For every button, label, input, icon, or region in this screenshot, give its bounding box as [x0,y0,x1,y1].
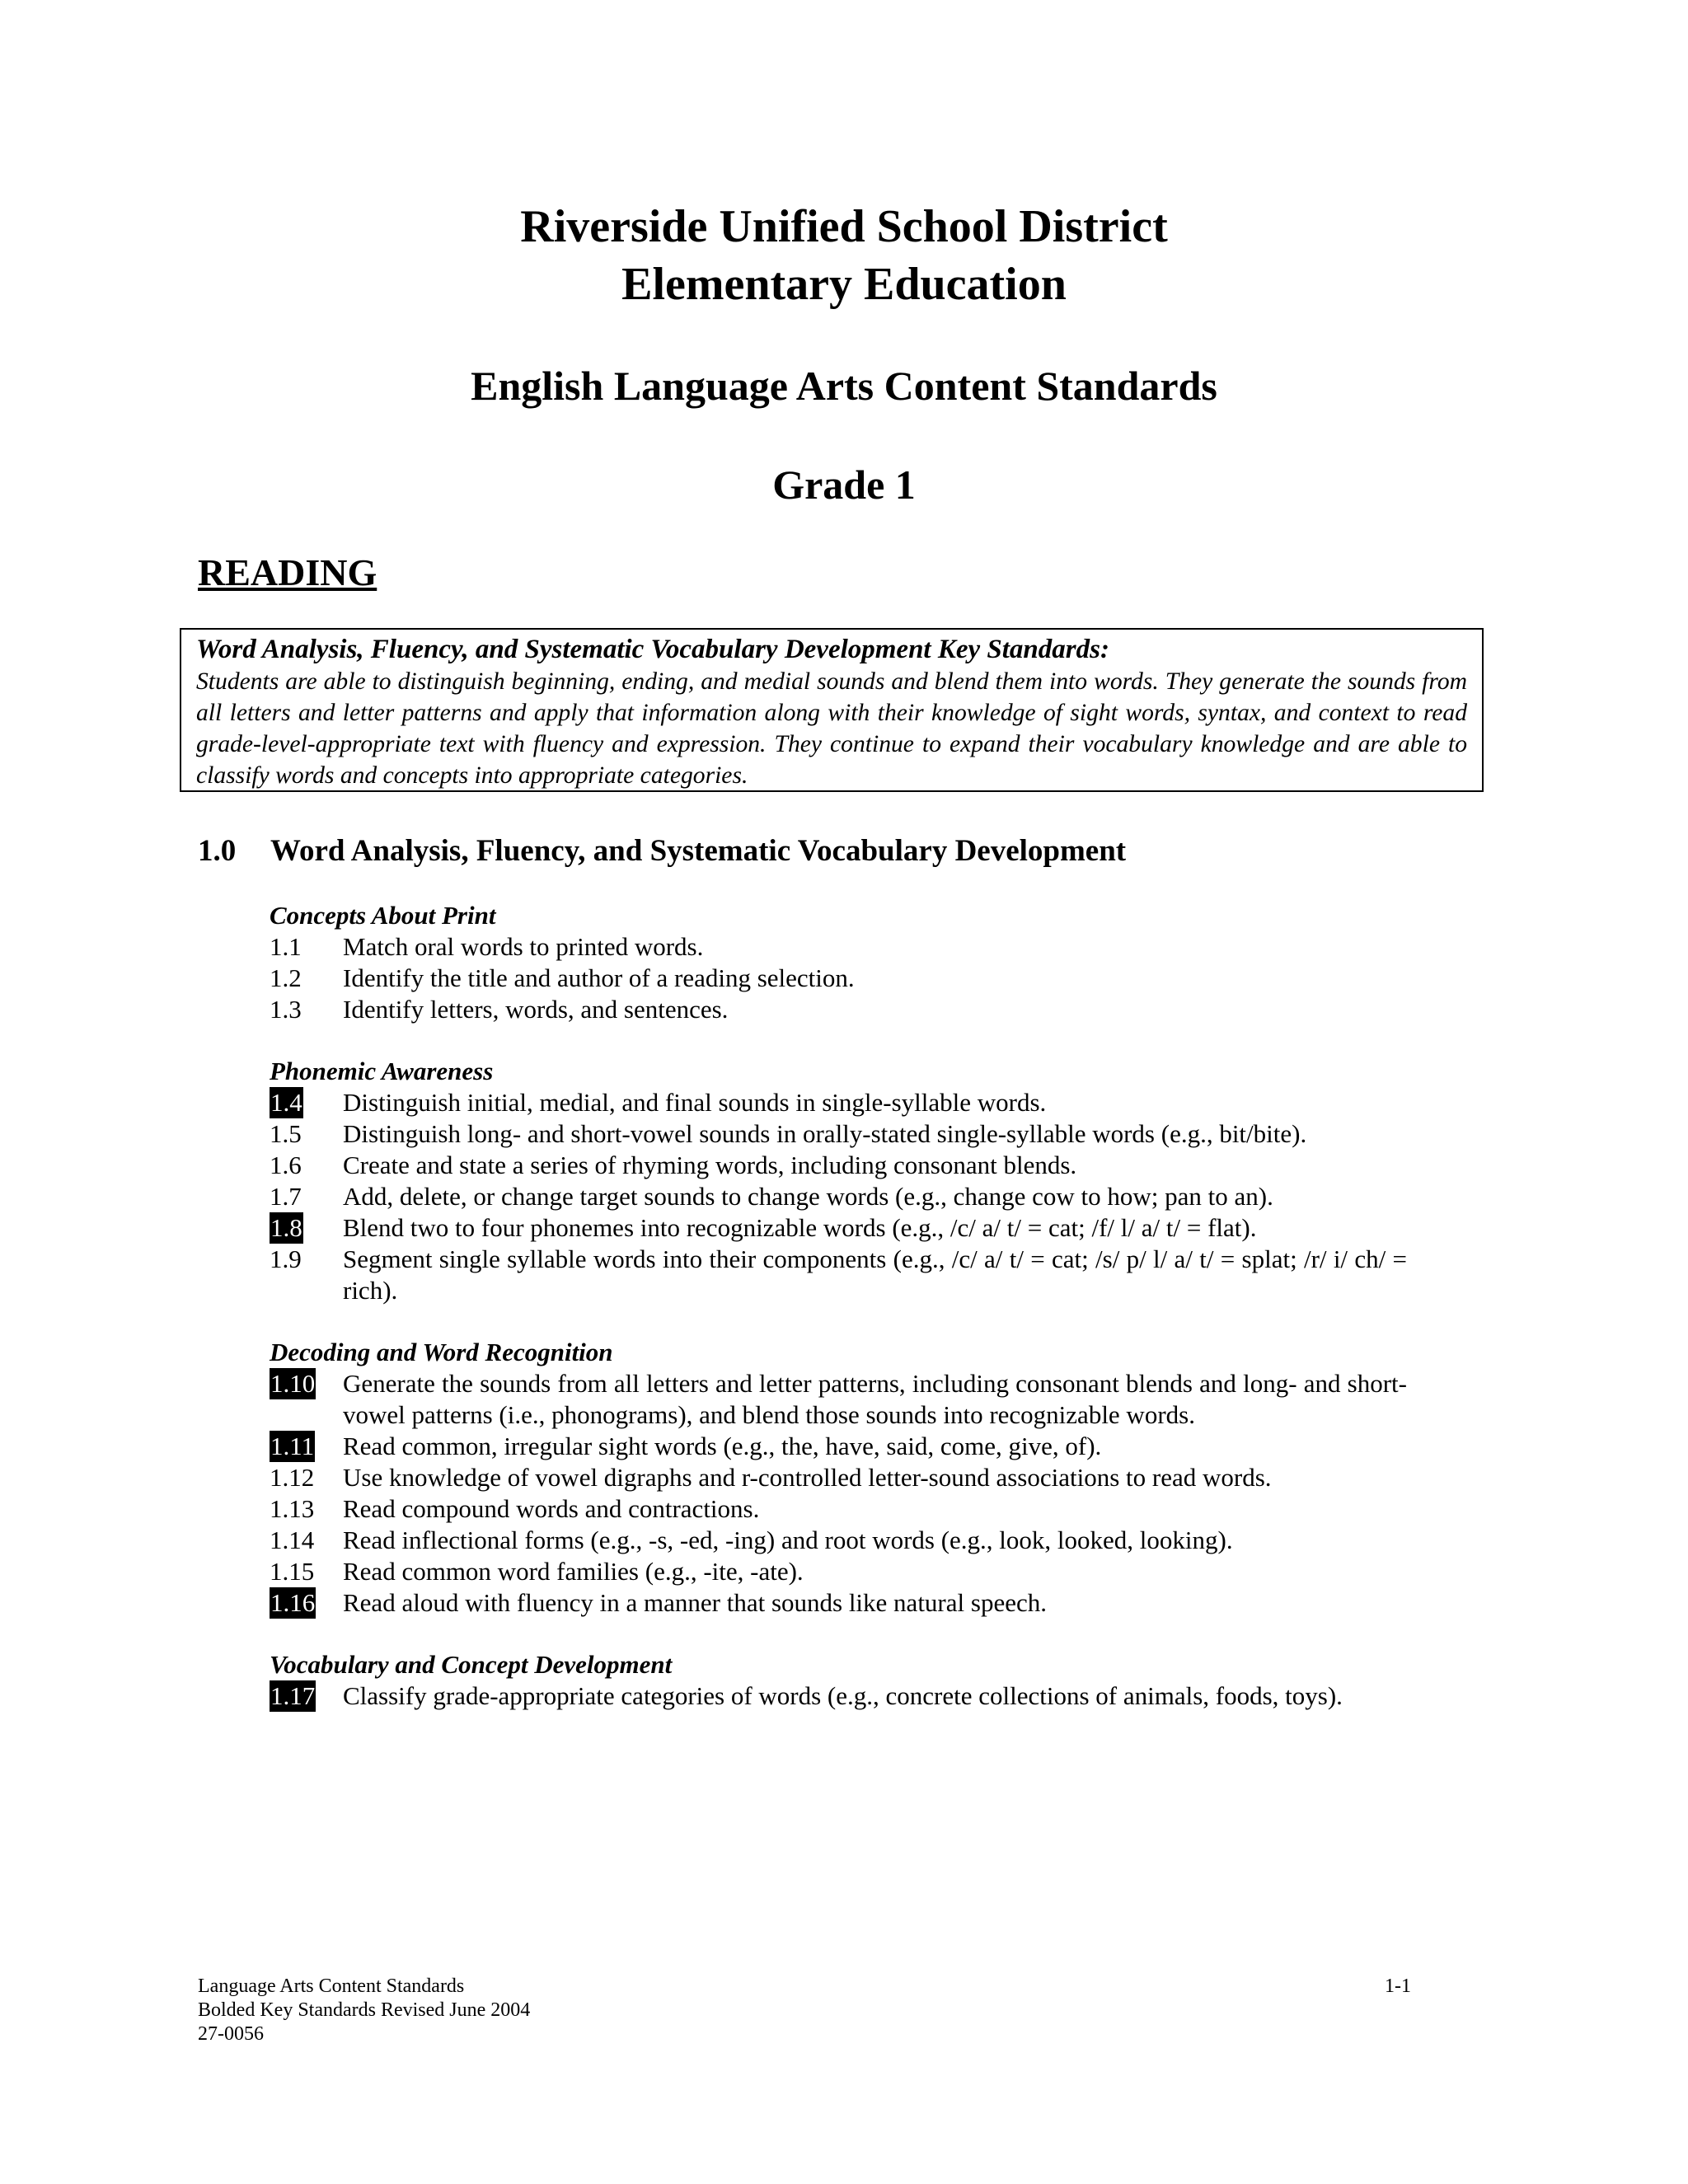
item-number: 1.3 [270,995,302,1024]
item-number: 1.14 [270,1526,315,1554]
subsection-title: Decoding and Word Recognition [270,1338,613,1366]
standard-heading [198,831,1126,872]
item-number: 1.12 [270,1463,315,1492]
key-standard-badge: 1.8 [270,1213,302,1242]
standard-item [270,1212,1407,1244]
standard-item [270,931,1407,963]
standard-item-number [270,1118,343,1150]
standard-item-text: Read compound words and contractions. [343,1494,760,1523]
standard-item-number [270,994,343,1025]
footer-line-3: 27-0056 [198,2023,264,2045]
standard-item [270,1118,1407,1150]
standard-number: 1.0 [198,834,237,868]
key-standard-badge: 1.11 [270,1432,315,1460]
standard-item-number [270,1462,343,1493]
subsection [270,1337,1407,1619]
standard-item [270,1181,1407,1212]
subsection [270,1056,1407,1306]
standard-item [270,963,1407,994]
subsection [270,1649,1407,1712]
item-number: 1.9 [270,1244,302,1273]
standard-item [270,1587,1407,1619]
standard-item-text: Identify the title and author of a reading selection. [343,963,855,992]
standards-list [270,900,1407,1742]
standard-item [270,1680,1407,1712]
subsection-title: Phonemic Awareness [270,1057,494,1085]
standard-item-text: Classify grade-appropriate categories of words (e.g., concrete collections of animals, foods, toys). [343,1681,1343,1710]
standard-item-number [270,1244,343,1306]
standard-item-text: Add, delete, or change target sounds to change words (e.g., change cow to how; pan to an). [343,1182,1273,1211]
standard-item-text: Read common, irregular sight words (e.g., the, have, said, come, give, of). [343,1432,1102,1460]
grade-title: Grade 1 [772,462,916,508]
key-standard-badge: 1.10 [270,1369,316,1398]
standard-item-text: Generate the sounds from all letters and letter patterns, including consonant blends and long- and short-vowel patterns (i.e., phonograms), and blend those sounds into recognizable words. [343,1369,1407,1429]
standard-item-text: Identify letters, words, and sentences. [343,995,729,1024]
standard-item [270,994,1407,1025]
district-name: Riverside Unified School District [520,201,1168,252]
standard-item [270,1150,1407,1181]
section-heading: READING [198,551,377,593]
standard-item-text: Distinguish initial, medial, and final sounds in single-syllable words. [343,1088,1047,1117]
standard-item-text: Use knowledge of vowel digraphs and r-controlled letter-sound associations to read words. [343,1463,1272,1492]
standard-item [270,1368,1407,1431]
standard-item-text: Segment single syllable words into their components (e.g., /c/ a/ t/ = cat; /s/ p/ l/ a/ t/ = splat; /r/ i/ ch/ = rich). [343,1244,1407,1305]
item-number: 1.5 [270,1119,302,1148]
standard-item-number [270,1587,343,1619]
item-number: 1.7 [270,1182,302,1211]
standard-item-text: Read aloud with fluency in a manner that sounds like natural speech. [343,1588,1047,1617]
standard-item-number [270,1368,343,1431]
standard-item-text: Create and state a series of rhyming words, including consonant blends. [343,1151,1077,1179]
item-number: 1.2 [270,963,302,992]
standard-item-number [270,931,343,963]
district-title [0,198,1688,313]
key-standards-text: Students are able to distinguish beginning, ending, and medial sounds and blend them into words. They generate the sounds from all letters and letter patterns and apply that information along with their knowledge of sight words, syntax, and context to read grade-level-appropriate text with fluency and expression. They continue to expand their vocabulary knowledge and are able to classify words and concepts into appropriate categories. [196,668,1467,789]
subsection-title: Concepts About Print [270,901,496,930]
standard-item-number [270,1181,343,1212]
document-subtitle: English Language Arts Content Standards [471,363,1217,409]
standard-item-number [270,1556,343,1587]
key-standard-badge: 1.17 [270,1681,316,1710]
key-standards-title: Word Analysis, Fluency, and Systematic Vocabulary Development Key Standards: [196,635,1109,664]
subsection [270,900,1407,1025]
standard-item [270,1244,1407,1306]
standard-item-number [270,1212,343,1244]
item-number: 1.6 [270,1151,302,1179]
standard-item-number [270,1087,343,1118]
standard-item-number [270,1150,343,1181]
standard-item-number [270,1493,343,1525]
footer-line-2: Bolded Key Standards Revised June 2004 [198,1999,531,2021]
standard-item-number [270,963,343,994]
standard-item-number [270,1525,343,1556]
standard-title: Word Analysis, Fluency, and Systematic Vocabulary Development [270,834,1127,868]
key-standard-badge: 1.4 [270,1088,302,1117]
standard-item-text: Blend two to four phonemes into recognizable words (e.g., /c/ a/ t/ = cat; /f/ l/ a/ t/ = flat). [343,1213,1257,1242]
standard-item-text: Match oral words to printed words. [343,932,704,961]
standard-item [270,1087,1407,1118]
standard-item [270,1493,1407,1525]
page-number: 1-1 [1385,1975,1411,1997]
item-number: 1.1 [270,932,302,961]
key-standard-badge: 1.16 [270,1588,316,1617]
key-standards-box [180,628,1484,792]
standard-item-text: Distinguish long- and short-vowel sounds in orally-stated single-syllable words (e.g., bit/bite). [343,1119,1307,1148]
footer-line-1: Language Arts Content Standards [198,1975,465,1997]
standard-item [270,1431,1407,1462]
standard-item [270,1462,1407,1493]
standard-item [270,1525,1407,1556]
standard-item-number [270,1431,343,1462]
item-number: 1.13 [270,1494,315,1523]
item-number: 1.15 [270,1557,315,1586]
subsection-title: Vocabulary and Concept Development [270,1650,673,1679]
standard-item-number [270,1680,343,1712]
standard-item [270,1556,1407,1587]
footer [198,1975,530,2046]
department-name: Elementary Education [621,259,1067,310]
standard-item-text: Read inflectional forms (e.g., -s, -ed, -ing) and root words (e.g., look, looked, looking). [343,1526,1233,1554]
standard-item-text: Read common word families (e.g., -ite, -ate). [343,1557,804,1586]
